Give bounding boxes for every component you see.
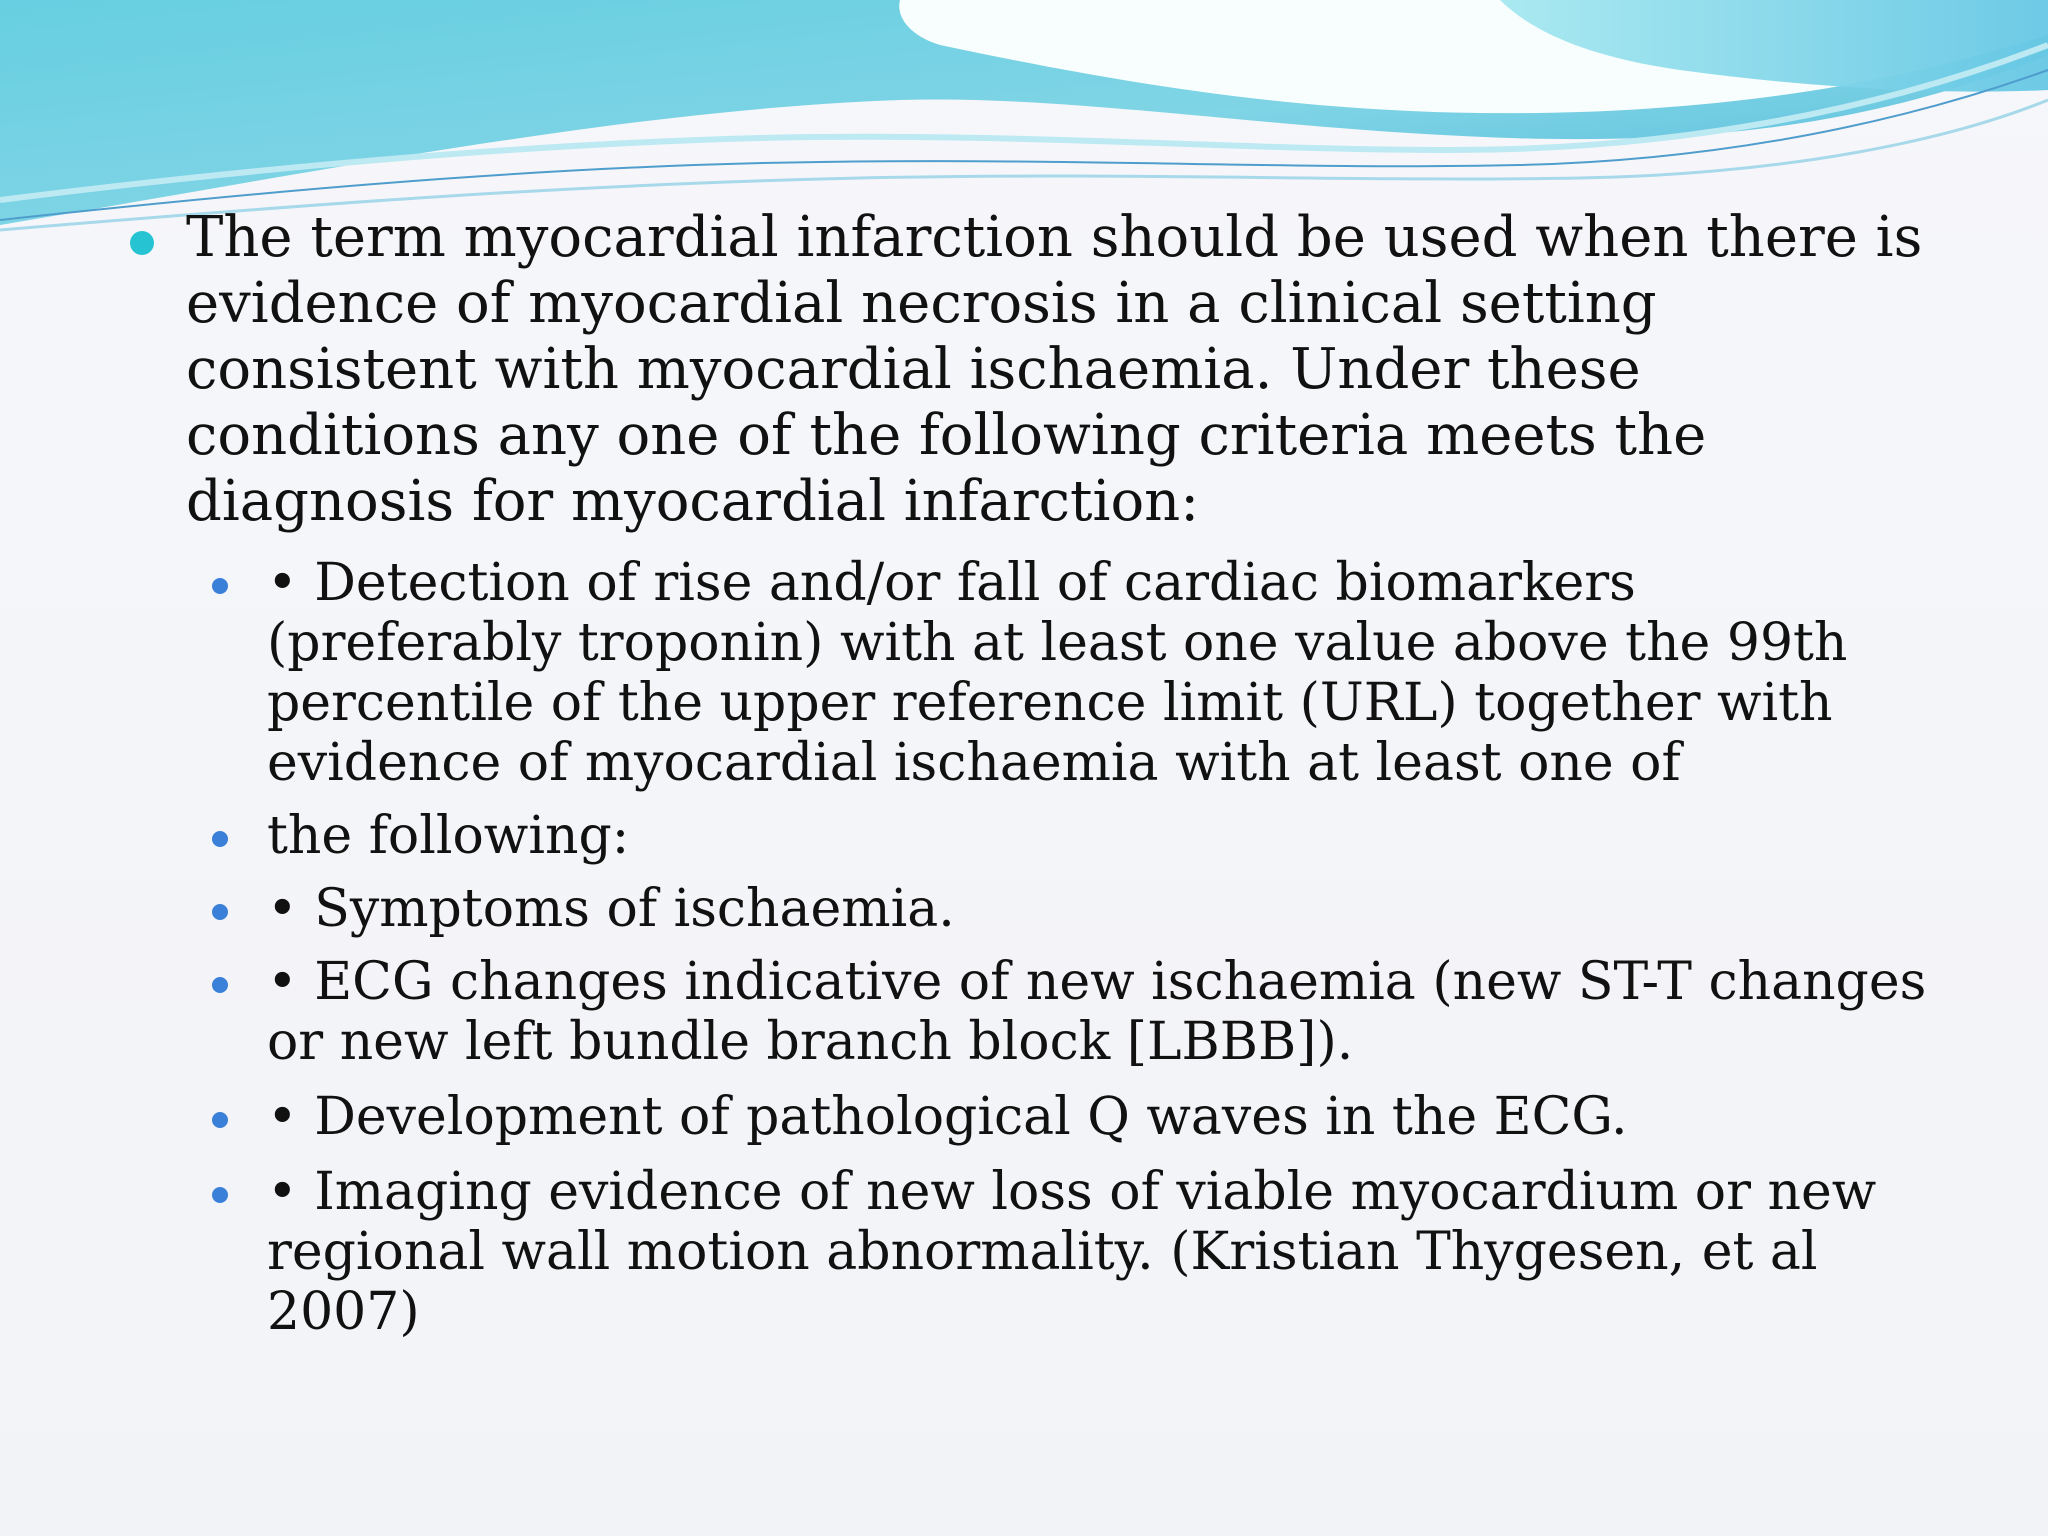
criteria-item-text: • Imaging evidence of new loss of viable myocardium or new regional wall motion abnormality. (Kristian Thygesen, et al 2007): [267, 1162, 1877, 1342]
main-bullet-item: [130, 205, 1940, 535]
main-bullet-text: The term myocardial infarction should be used when there is evidence of myocardial necrosis in a clinical setting consistent with myocardial ischaemia. Under these conditions any one of the following criteria meets the diagnosis for myocardial infarction:: [186, 205, 1923, 534]
criteria-list: [130, 553, 1940, 1342]
main-bullet-icon: [130, 231, 154, 255]
criteria-item: [212, 806, 1940, 866]
sub-bullet-icon: [212, 831, 228, 847]
criteria-item-text: • Detection of rise and/or fall of cardiac biomarkers (preferably troponin) with at least one value above the 99th percentile of the upper reference limit (URL) together with evidence of myocardial ischaemia with at least one of: [267, 553, 1848, 793]
criteria-item-text: • Development of pathological Q waves in the ECG.: [267, 1087, 1628, 1147]
criteria-item: [212, 1087, 1940, 1147]
criteria-item: [212, 553, 1940, 793]
sub-bullet-icon: [212, 1187, 228, 1203]
criteria-item-text: • Symptoms of ischaemia.: [267, 879, 955, 939]
criteria-item: [212, 952, 1940, 1072]
decorative-wave-header: [0, 0, 2048, 240]
criteria-item-text: the following:: [267, 806, 630, 866]
sub-bullet-icon: [212, 977, 228, 993]
sub-bullet-icon: [212, 1112, 228, 1128]
criteria-item: [212, 879, 1940, 939]
criteria-item-text: • ECG changes indicative of new ischaemia (new ST-T changes or new left bundle branch block [LBBB]).: [267, 952, 1927, 1072]
slide-content: [130, 205, 1940, 1357]
criteria-item: [212, 1162, 1940, 1342]
sub-bullet-icon: [212, 904, 228, 920]
sub-bullet-icon: [212, 578, 228, 594]
